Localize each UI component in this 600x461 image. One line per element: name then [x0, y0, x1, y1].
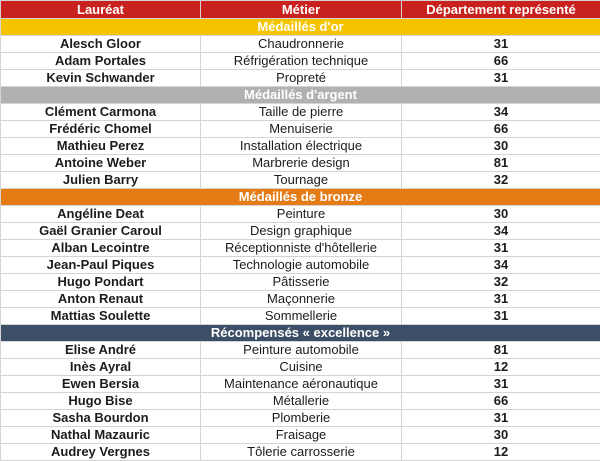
table-row	[1, 172, 600, 189]
departement-cell: 31	[402, 240, 600, 257]
table-row	[1, 291, 600, 308]
table-row	[1, 393, 600, 410]
metier-cell: Tournage	[201, 172, 402, 189]
metier-cell: Cuisine	[201, 359, 402, 376]
section-header-silver	[1, 87, 600, 104]
table-row	[1, 342, 600, 359]
departement-cell: 66	[402, 121, 600, 138]
laureate-name: Mattias Soulette	[1, 308, 201, 325]
laureate-name: Alban Lecointre	[1, 240, 201, 257]
metier-cell: Métallerie	[201, 393, 402, 410]
metier-cell: Propreté	[201, 70, 402, 87]
table-row	[1, 427, 600, 444]
table-row	[1, 36, 600, 53]
departement-cell: 30	[402, 427, 600, 444]
laureate-name: Elise André	[1, 342, 201, 359]
laureate-name: Inès Ayral	[1, 359, 201, 376]
metier-cell: Maintenance aéronautique	[201, 376, 402, 393]
metier-cell: Plomberie	[201, 410, 402, 427]
section-title: Médaillés d'argent	[1, 87, 600, 104]
laureate-name: Adam Portales	[1, 53, 201, 70]
departement-cell: 31	[402, 376, 600, 393]
table-row	[1, 376, 600, 393]
metier-cell: Tôlerie carrosserie	[201, 444, 402, 461]
metier-cell: Marbrerie design	[201, 155, 402, 172]
departement-cell: 12	[402, 359, 600, 376]
table-row	[1, 410, 600, 427]
laureate-name: Frédéric Chomel	[1, 121, 201, 138]
header-laureat: Lauréat	[1, 1, 201, 19]
metier-cell: Menuiserie	[201, 121, 402, 138]
section-header-bronze	[1, 189, 600, 206]
table-header	[1, 1, 600, 19]
table-row	[1, 308, 600, 325]
departement-cell: 30	[402, 138, 600, 155]
metier-cell: Technologie automobile	[201, 257, 402, 274]
laureate-name: Anton Renaut	[1, 291, 201, 308]
table-row	[1, 223, 600, 240]
metier-cell: Sommellerie	[201, 308, 402, 325]
laureate-name: Nathal Mazauric	[1, 427, 201, 444]
metier-cell: Réceptionniste d'hôtellerie	[201, 240, 402, 257]
metier-cell: Maçonnerie	[201, 291, 402, 308]
metier-cell: Design graphique	[201, 223, 402, 240]
laureate-name: Audrey Vergnes	[1, 444, 201, 461]
laureate-name: Sasha Bourdon	[1, 410, 201, 427]
table-row	[1, 138, 600, 155]
table-row	[1, 53, 600, 70]
departement-cell: 32	[402, 274, 600, 291]
departement-cell: 81	[402, 342, 600, 359]
laureate-name: Mathieu Perez	[1, 138, 201, 155]
departement-cell: 34	[402, 104, 600, 121]
metier-cell: Peinture	[201, 206, 402, 223]
section-header-gold	[1, 19, 600, 36]
departement-cell: 32	[402, 172, 600, 189]
table-row	[1, 121, 600, 138]
table-row	[1, 359, 600, 376]
departement-cell: 31	[402, 36, 600, 53]
laureate-name: Kevin Schwander	[1, 70, 201, 87]
table-row	[1, 257, 600, 274]
laureate-name: Jean-Paul Piques	[1, 257, 201, 274]
laureate-name: Gaël Granier Caroul	[1, 223, 201, 240]
departement-cell: 66	[402, 53, 600, 70]
departement-cell: 34	[402, 257, 600, 274]
metier-cell: Chaudronnerie	[201, 36, 402, 53]
table-row	[1, 104, 600, 121]
departement-cell: 31	[402, 70, 600, 87]
laureate-name: Hugo Pondart	[1, 274, 201, 291]
section-title: Récompensés « excellence »	[1, 325, 600, 342]
laureate-name: Hugo Bise	[1, 393, 201, 410]
laureate-name: Clément Carmona	[1, 104, 201, 121]
metier-cell: Réfrigération technique	[201, 53, 402, 70]
table-row	[1, 206, 600, 223]
section-title: Médaillés de bronze	[1, 189, 600, 206]
laureate-name: Angéline Deat	[1, 206, 201, 223]
laureate-name: Alesch Gloor	[1, 36, 201, 53]
metier-cell: Peinture automobile	[201, 342, 402, 359]
header-row	[1, 1, 600, 19]
metier-cell: Fraisage	[201, 427, 402, 444]
section-title: Médaillés d'or	[1, 19, 600, 36]
departement-cell: 30	[402, 206, 600, 223]
departement-cell: 31	[402, 410, 600, 427]
header-metier: Métier	[201, 1, 402, 19]
departement-cell: 81	[402, 155, 600, 172]
metier-cell: Pâtisserie	[201, 274, 402, 291]
departement-cell: 12	[402, 444, 600, 461]
section-header-excellence	[1, 325, 600, 342]
header-departement: Département représenté	[402, 1, 600, 19]
table-body	[1, 19, 600, 461]
departement-cell: 31	[402, 291, 600, 308]
table-row	[1, 240, 600, 257]
laureate-name: Ewen Bersia	[1, 376, 201, 393]
laureate-name: Antoine Weber	[1, 155, 201, 172]
laureate-name: Julien Barry	[1, 172, 201, 189]
table-row	[1, 444, 600, 461]
table-row	[1, 70, 600, 87]
table-row	[1, 274, 600, 291]
table-row	[1, 155, 600, 172]
departement-cell: 31	[402, 308, 600, 325]
departement-cell: 34	[402, 223, 600, 240]
metier-cell: Installation électrique	[201, 138, 402, 155]
metier-cell: Taille de pierre	[201, 104, 402, 121]
departement-cell: 66	[402, 393, 600, 410]
